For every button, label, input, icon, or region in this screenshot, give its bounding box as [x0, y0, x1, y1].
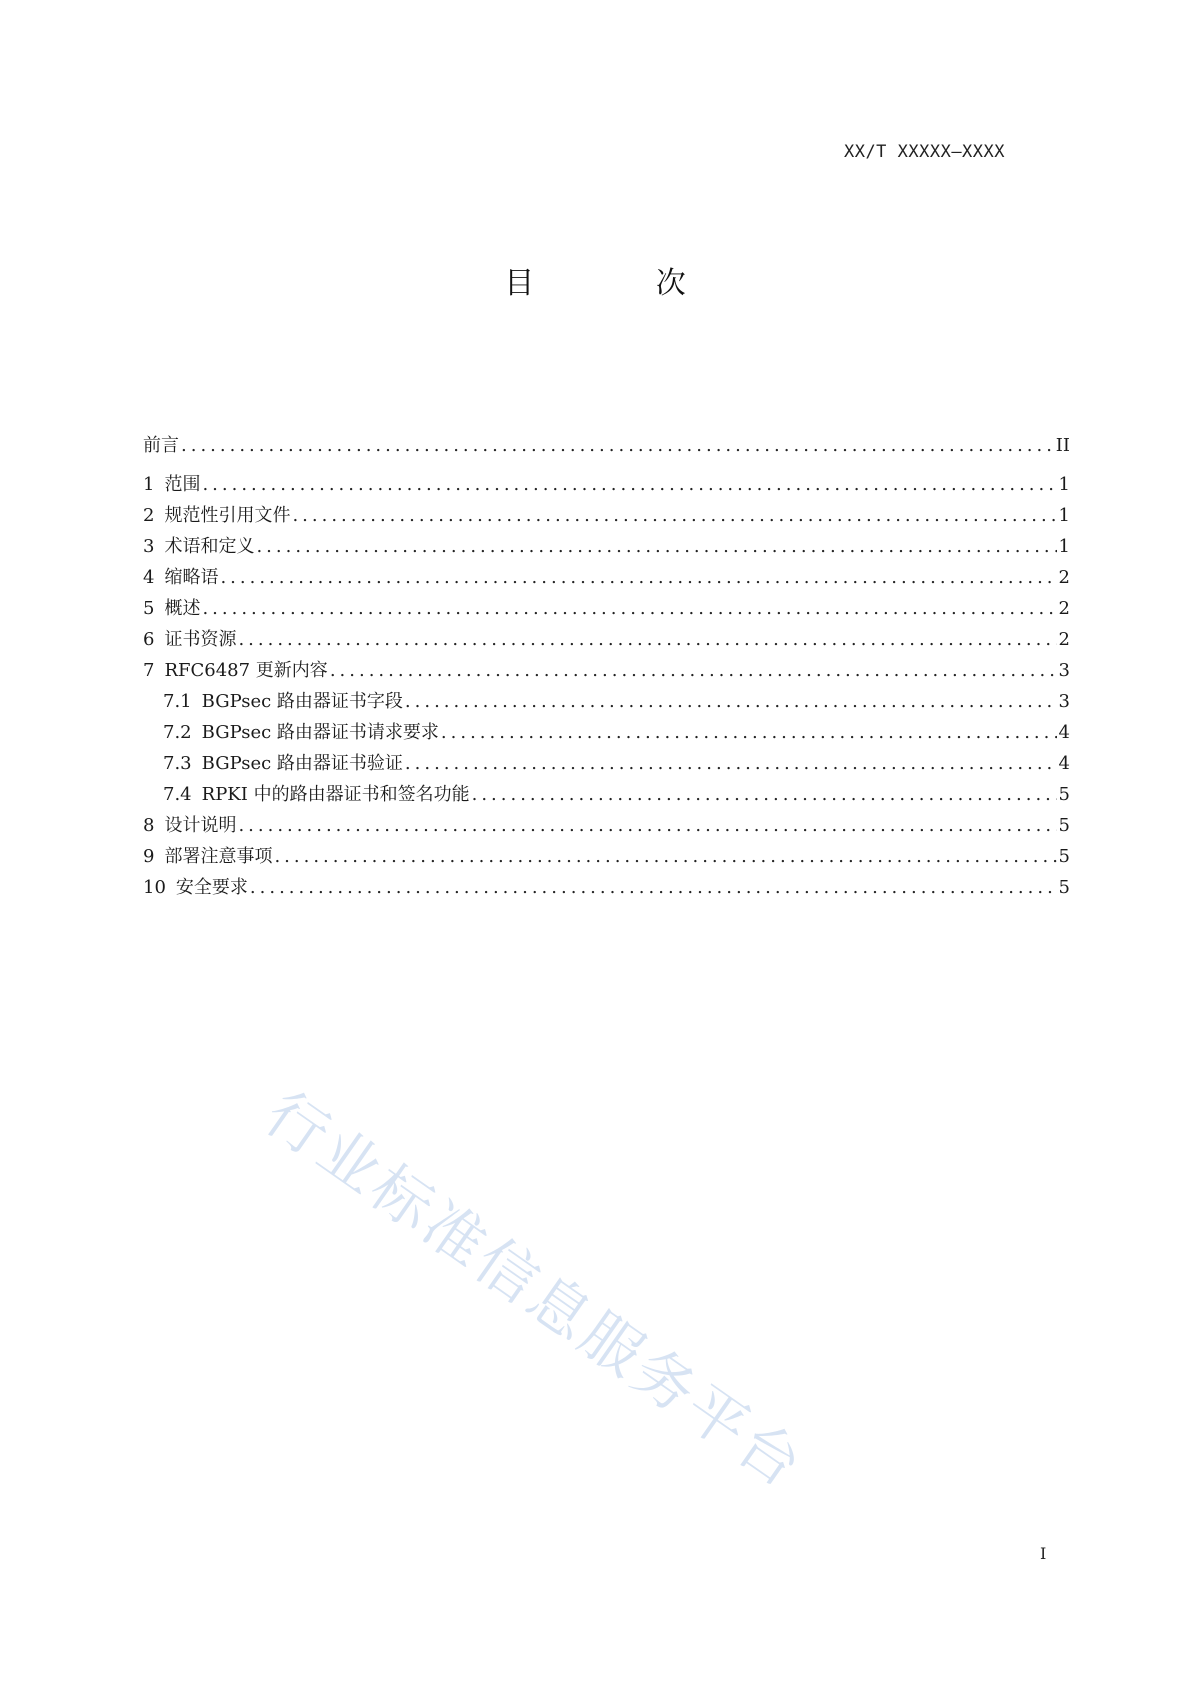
toc-entry-page: 5 — [1058, 877, 1070, 898]
toc-entry-label: 前言 — [143, 435, 179, 456]
document-code: XX/T XXXXX—XXXX — [843, 142, 1005, 162]
toc-entry-8[interactable] — [143, 810, 1070, 841]
toc-leader-dots — [292, 500, 1056, 531]
toc-entry-5[interactable] — [143, 593, 1070, 624]
toc-entry-page: 2 — [1058, 629, 1070, 650]
toc-entry-label: 术语和定义 — [164, 536, 255, 557]
toc-leader-dots — [202, 469, 1056, 500]
toc-entry-label: BGPsec 路由器证书请求要求 — [201, 722, 439, 743]
toc-leader-dots — [238, 624, 1056, 655]
toc-entry-1[interactable] — [143, 469, 1070, 500]
page-title: 目 次 — [504, 266, 742, 301]
toc-leader-dots — [472, 779, 1057, 810]
toc-entry-number: 8 — [143, 815, 155, 836]
toc-entry-number: 7.3 — [163, 753, 192, 774]
watermark: 行业标准信息服务平台 — [252, 1078, 817, 1504]
toc-entry-7-1[interactable] — [143, 686, 1070, 717]
page-number: I — [1040, 1544, 1047, 1563]
toc-entry-label: 安全要求 — [175, 877, 248, 898]
toc-entry-7-2[interactable] — [143, 717, 1070, 748]
toc-entry-6[interactable] — [143, 624, 1070, 655]
toc-entry-label: BGPsec 路由器证书字段 — [201, 691, 403, 712]
toc-entry-number: 5 — [143, 598, 155, 619]
toc-entry-label: 缩略语 — [164, 567, 219, 588]
toc-entry-4[interactable] — [143, 562, 1070, 593]
toc-entry-page: 1 — [1058, 505, 1070, 526]
table-of-contents — [143, 430, 1070, 903]
toc-entry-number: 4 — [143, 567, 155, 588]
toc-entry-number: 7 — [143, 660, 155, 681]
toc-entry-number: 7.1 — [163, 691, 192, 712]
toc-entry-page: 4 — [1058, 753, 1070, 774]
toc-entry-page: 3 — [1058, 691, 1070, 712]
toc-entry-7-4[interactable] — [143, 779, 1070, 810]
toc-entry-page: 5 — [1058, 784, 1070, 805]
toc-leader-dots — [405, 748, 1057, 779]
toc-entry-page: 1 — [1058, 474, 1070, 495]
toc-entry-number: 7.2 — [163, 722, 192, 743]
toc-leader-dots — [238, 810, 1056, 841]
toc-entry-page: 5 — [1058, 846, 1070, 867]
toc-entry-label: 范围 — [164, 474, 201, 495]
toc-entry-label: BGPsec 路由器证书验证 — [201, 753, 403, 774]
toc-entry-3[interactable] — [143, 531, 1070, 562]
toc-leader-dots — [441, 717, 1057, 748]
toc-entry-number: 2 — [143, 505, 155, 526]
toc-entry-number: 6 — [143, 629, 155, 650]
toc-entry-label: 规范性引用文件 — [164, 505, 291, 526]
toc-entry-label: 设计说明 — [164, 815, 237, 836]
toc-entry-label: RPKI 中的路由器证书和签名功能 — [201, 784, 470, 805]
toc-entry-label: 证书资源 — [164, 629, 237, 650]
toc-entry-2[interactable] — [143, 500, 1070, 531]
toc-entry-page: 1 — [1058, 536, 1070, 557]
toc-entry-7[interactable] — [143, 655, 1070, 686]
toc-entry-7-3[interactable] — [143, 748, 1070, 779]
toc-entry-label: 部署注意事项 — [164, 846, 273, 867]
toc-leader-dots — [220, 562, 1056, 593]
toc-entry-10[interactable] — [143, 872, 1070, 903]
toc-entry-page: 2 — [1058, 567, 1070, 588]
toc-leader-dots — [256, 531, 1056, 562]
toc-leader-dots — [202, 593, 1056, 624]
toc-leader-dots — [181, 430, 1054, 461]
toc-leader-dots — [250, 872, 1057, 903]
toc-entry-page: 5 — [1058, 815, 1070, 836]
toc-entry-number: 7.4 — [163, 784, 192, 805]
toc-entry-number: 9 — [143, 846, 155, 867]
toc-leader-dots — [330, 655, 1057, 686]
toc-entry-page: 2 — [1058, 598, 1070, 619]
toc-entry-number: 1 — [143, 474, 155, 495]
toc-entry-foreword[interactable] — [143, 430, 1070, 461]
toc-entry-label: RFC6487 更新内容 — [164, 660, 328, 681]
toc-entry-page: 4 — [1058, 722, 1070, 743]
toc-entry-page: II — [1055, 435, 1070, 456]
toc-entry-label: 概述 — [164, 598, 201, 619]
toc-entry-9[interactable] — [143, 841, 1070, 872]
toc-leader-dots — [274, 841, 1056, 872]
toc-entry-number: 3 — [143, 536, 155, 557]
toc-entry-number: 10 — [143, 877, 166, 898]
toc-entry-page: 3 — [1058, 660, 1070, 681]
toc-leader-dots — [405, 686, 1057, 717]
